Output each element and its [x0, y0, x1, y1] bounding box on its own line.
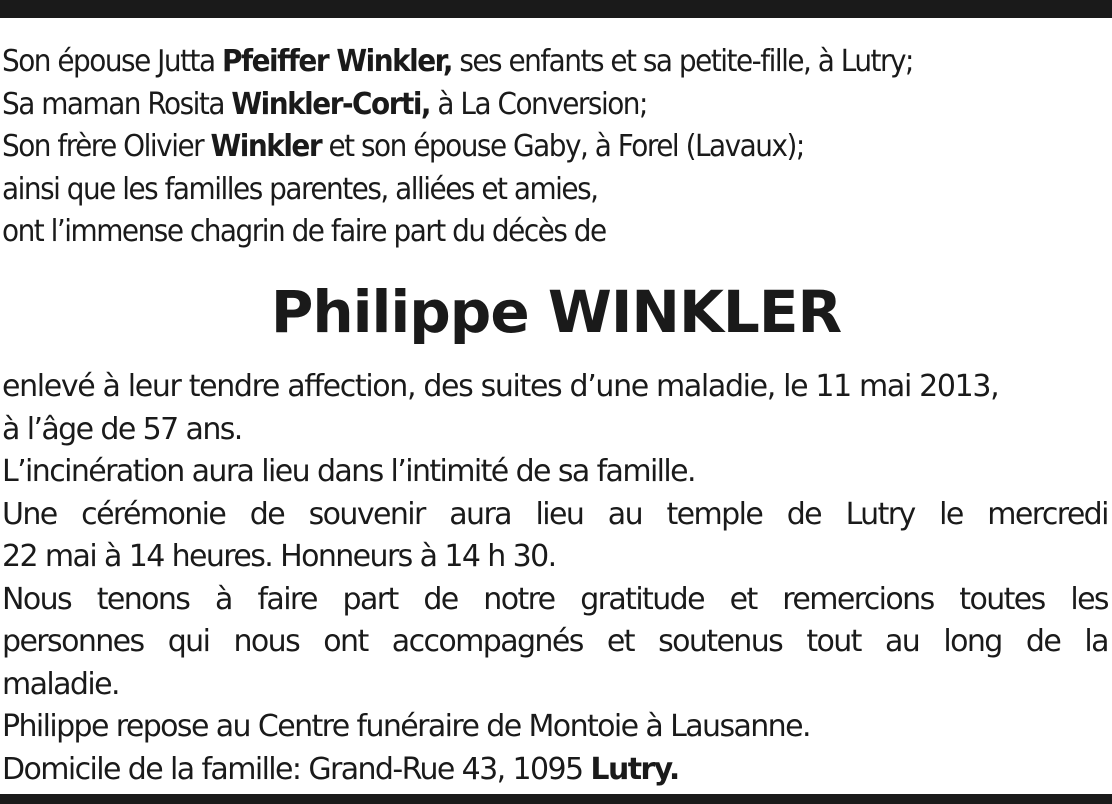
brother-name: Winkler	[210, 129, 322, 164]
details-line-age: à l’âge de 57 ans.	[2, 411, 242, 447]
word: les	[1070, 581, 1108, 617]
mother-prefix: Sa maman Rosita	[2, 86, 232, 122]
details-line-cremation: L’incinération aura lieu dans l’intimité de sa famille.	[2, 454, 695, 489]
spouse-prefix: Son épouse Jutta	[2, 44, 222, 79]
details-ceremony-line2: 22 mai à 14 heures. Honneurs à 14 h 30.	[2, 539, 556, 574]
word: et	[606, 624, 634, 659]
details-line-passing: enlevé à leur tendre affection, des suites d’une maladie, le 11 mai 2013,	[2, 369, 999, 404]
word: long	[943, 624, 1002, 659]
family-line-announcement: ont l’immense chagrin de faire part du décès de	[2, 214, 606, 249]
word: Une	[2, 496, 57, 532]
family-announcement	[2, 41, 1108, 254]
word: cérémonie	[81, 496, 226, 532]
word: au	[885, 624, 920, 659]
word: temple	[666, 496, 763, 532]
word: lieu	[535, 496, 584, 532]
details-gratitude-line3: maladie.	[2, 666, 119, 702]
word: la	[1084, 624, 1108, 659]
details-line-repose: Philippe repose au Centre funéraire de Montoie à Lausanne.	[2, 709, 810, 744]
word: Nous	[2, 581, 72, 617]
mother-suffix: à La Conversion;	[430, 86, 647, 122]
obituary-details	[2, 366, 1108, 791]
word: qui	[167, 624, 210, 659]
details-gratitude-line1	[2, 579, 1108, 622]
brother-prefix: Son frère Olivier	[2, 129, 211, 164]
word: part	[342, 581, 398, 617]
details-ceremony-line1	[2, 494, 1108, 537]
word: soutenus	[658, 624, 783, 659]
word: faire	[257, 581, 317, 617]
deceased-name-heading: Philippe WINKLER	[270, 278, 842, 346]
word: remercions	[782, 581, 934, 617]
word: tout	[806, 624, 861, 659]
word: de	[423, 581, 458, 617]
word: Lutry	[845, 496, 915, 532]
word: de	[249, 496, 285, 532]
word: nous	[233, 624, 300, 659]
word: gratitude	[580, 581, 704, 617]
word: toutes	[959, 581, 1045, 617]
word: accompagnés	[391, 624, 583, 659]
domicile-town: Lutry.	[590, 751, 679, 787]
spouse-suffix: ses enfants et sa petite-fille, à Lutry;	[451, 44, 913, 79]
brother-suffix: et son épouse Gaby, à Forel (Lavaux);	[321, 129, 804, 164]
word: de	[786, 496, 822, 532]
details-line-domicile	[2, 749, 1108, 792]
word: le	[939, 496, 963, 532]
family-line-mother	[2, 84, 1031, 127]
bottom-border-rule	[0, 794, 1112, 804]
mother-name: Winkler-Corti,	[231, 86, 431, 122]
details-gratitude-line2	[2, 621, 1108, 664]
word: de	[1025, 624, 1061, 659]
family-line-spouse	[2, 41, 1031, 84]
family-line-brother	[2, 126, 1031, 169]
word: notre	[483, 581, 555, 617]
word: ont	[323, 624, 368, 659]
spouse-name: Pfeiffer Winkler,	[221, 44, 452, 79]
word: à	[215, 581, 232, 617]
word: et	[729, 581, 757, 617]
word: mercredi	[987, 496, 1108, 532]
word: aura	[449, 496, 511, 532]
family-line-relatives: ainsi que les familles parentes, alliées et amies,	[2, 171, 598, 207]
word: tenons	[96, 581, 190, 617]
top-border-rule	[0, 0, 1112, 18]
domicile-prefix: Domicile de la famille: Grand-Rue 43, 1095	[2, 751, 591, 787]
word: souvenir	[308, 496, 425, 532]
word: personnes	[2, 624, 144, 659]
word: au	[607, 496, 642, 532]
